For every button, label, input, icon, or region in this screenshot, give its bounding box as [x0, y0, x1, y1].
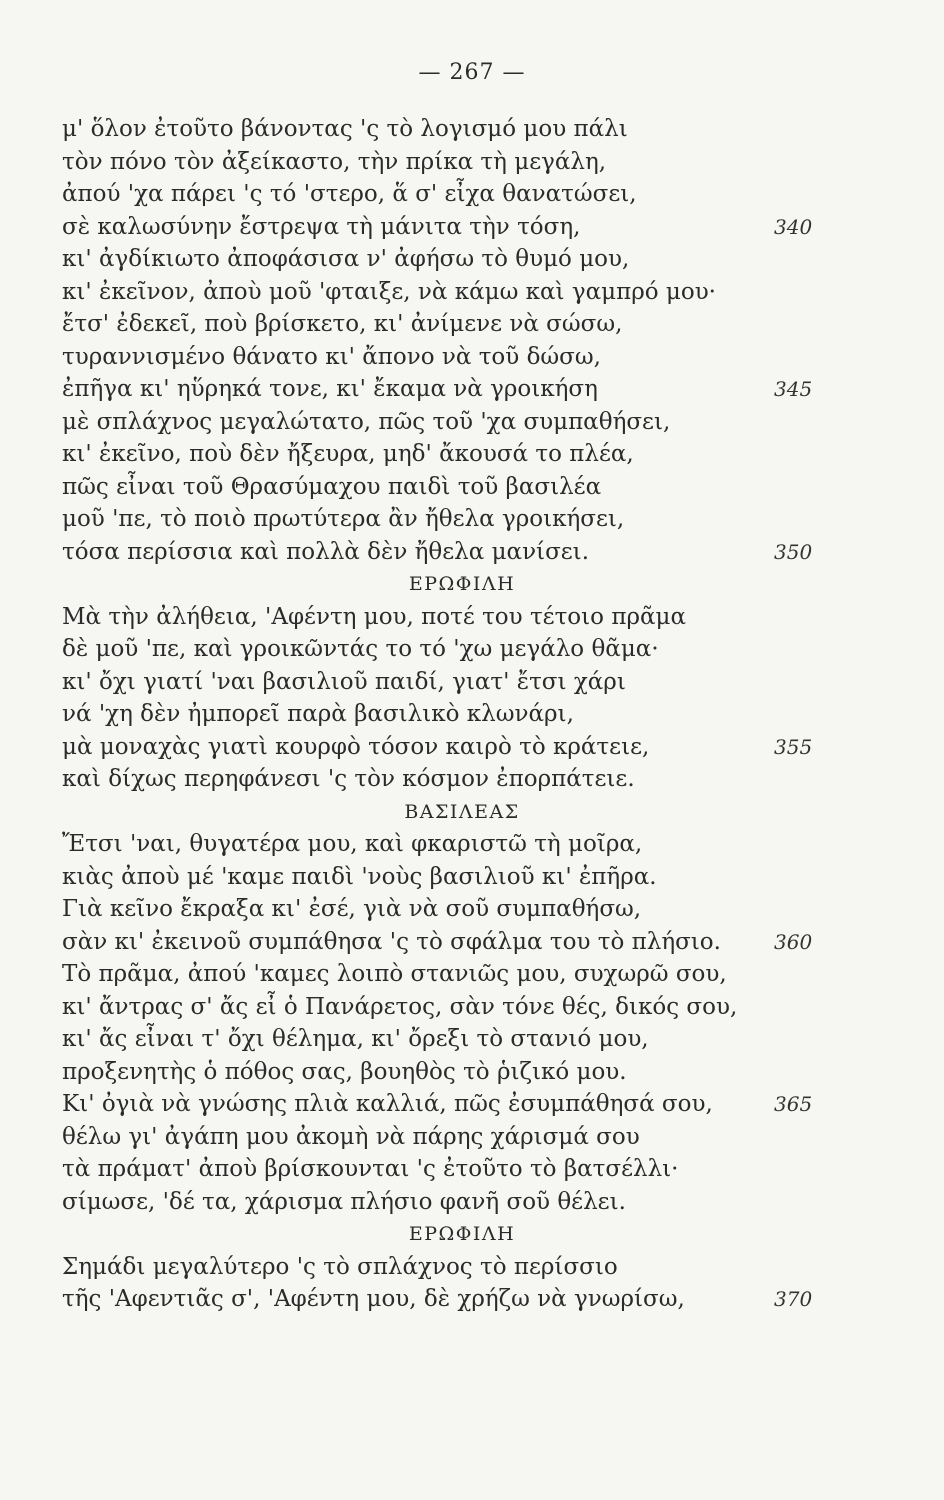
- verse-line-text: Μὰ τὴν ἀλήθεια, 'Αφέντη μου, ποτέ του τέτοιο πρᾶμα: [62, 603, 686, 630]
- line-number: 345: [774, 377, 813, 401]
- verse-line: [62, 828, 842, 861]
- verse-line: [62, 893, 842, 926]
- verse-line-text: Τὸ πρᾶμα, ἀπού 'καμες λοιπὸ στανιῶς μου, συχωρῶ σου,: [62, 961, 727, 987]
- verse-line-text: μ' ὅλον ἐτοῦτο βάνοντας 'ς τὸ λογισμό μου πάλι: [62, 116, 628, 142]
- verse-line: [62, 406, 842, 439]
- verse-line-text: θέλω γι' ἀγάπη μου ἀκομὴ νὰ πάρης χάρισμά σου: [62, 1123, 640, 1150]
- verse-line-text: τὰ πράματ' ἀποὺ βρίσκουνται 'ς ἐτοῦτο τὸ βατσέλλι·: [62, 1156, 679, 1182]
- verse-line-text: μοῦ 'πε, τὸ ποιὸ πρωτύτερα ἂν ἤθελα γροικήσει,: [62, 506, 625, 532]
- speaker-name: ΕΡΩΦΙΛΗ: [408, 573, 516, 595]
- verse-line: [62, 373, 842, 406]
- verse-line-text: τὸν πόνο τὸν ἀξείκαστο, τὴν πρίκα τὴ μεγάλη,: [62, 148, 607, 175]
- verse-line: [62, 958, 842, 991]
- speaker-heading: [62, 1218, 842, 1251]
- verse-line: [62, 1186, 842, 1219]
- verse-line-text: μὲ σπλάχνος μεγαλώτατο, πῶς τοῦ 'χα συμπαθήσει,: [62, 408, 671, 435]
- verse-line-text: ἔτσ' ἐδεκεῖ, ποὺ βρίσκετο, κι' ἀνίμενε νὰ σώσω,: [62, 311, 623, 337]
- verse-line-text: κι' ἐκεῖνον, ἀποὺ μοῦ 'φταιξε, νὰ κάμω καὶ γαμπρό μου·: [62, 278, 716, 305]
- verse-line: [62, 243, 842, 276]
- verse-line-text: Κι' ὀγιὰ νὰ γνώσης πλιὰ καλλιά, πῶς ἐσυμπάθησά σου,: [62, 1091, 713, 1117]
- verse-line: [62, 113, 842, 146]
- verse-line-text: τῆς 'Αφεντιᾶς σ', 'Αφέντη μου, δὲ χρήζω νὰ γνωρίσω,: [62, 1286, 685, 1312]
- line-number: 355: [774, 734, 813, 759]
- line-number: 360: [774, 929, 813, 954]
- verse-line-text: προξενητὴς ὁ πόθος σας, βουηθὸς τὸ ῥιζικό μου.: [62, 1058, 627, 1085]
- verse-line: [62, 666, 842, 699]
- verse-line: [62, 763, 842, 796]
- verse-line-text: ἀπού 'χα πάρει 'ς τό 'στερο, ἅ σ' εἶχα θανατώσει,: [62, 181, 637, 207]
- verse-line: [62, 146, 842, 179]
- verse-line: [62, 1153, 842, 1186]
- verse-line-text: κιὰς ἀποὺ μέ 'καμε παιδὶ 'νοὺς βασιλιοῦ κι' ἐπῆρα.: [62, 863, 657, 890]
- verse-line: [62, 178, 842, 211]
- verse-line-text: μὰ μοναχὰς γιατὶ κουρφὸ τόσον καιρὸ τὸ κράτειε,: [62, 733, 650, 760]
- verse-line: [62, 991, 842, 1024]
- line-number: 370: [774, 1287, 813, 1311]
- speaker-name: ΕΡΩΦΙΛΗ: [408, 1223, 516, 1245]
- verse-line-text: κι' ὄχι γιατί 'ναι βασιλιοῦ παιδί, γιατ' ἔτσι χάρι: [62, 668, 626, 695]
- speaker-heading: [62, 568, 842, 601]
- verse-line-text: καὶ δίχως περηφάνεσι 'ς τὸν κόσμον ἐπορπάτειε.: [62, 766, 635, 792]
- speaker-name: ΒΑΣΙΛΕΑΣ: [404, 800, 520, 823]
- verse-line: [62, 1121, 842, 1154]
- verse-line: [62, 1088, 842, 1121]
- verse-line: [62, 471, 842, 504]
- verse-line-text: κι' ἀγδίκιωτο ἀποφάσισα ν' ἀφήσω τὸ θυμό μου,: [62, 246, 630, 272]
- verse-line: [62, 438, 842, 471]
- verse-line-text: σὰν κι' ἐκεινοῦ συμπάθησα 'ς τὸ σφάλμα του τὸ πλήσιο.: [62, 928, 721, 955]
- verse-line: [62, 601, 842, 634]
- verse-line-text: κι' ἐκεῖνο, ποὺ δὲν ἤξευρα, μηδ' ἄκουσά το πλέα,: [62, 441, 634, 467]
- speaker-heading: [62, 796, 842, 829]
- page-number: — 267 —: [418, 60, 526, 85]
- line-number: 340: [774, 214, 813, 239]
- verse-line: [62, 341, 842, 374]
- verse-line-text: Ἔτσι 'ναι, θυγατέρα μου, καὶ φκαριστῶ τὴ μοῖρα,: [62, 831, 643, 857]
- verse-line-text: Σημάδι μεγαλύτερο 'ς τὸ σπλάχνος τὸ περίσσιο: [62, 1253, 618, 1280]
- verse-text-block: [62, 113, 842, 1316]
- line-number: 365: [774, 1092, 813, 1116]
- verse-line-text: κι' ἄντρας σ' ἄς εἶ ὁ Πανάρετος, σὰν τόνε θές, δικός σου,: [62, 993, 738, 1020]
- verse-line: [62, 1023, 842, 1056]
- verse-line-text: πῶς εἶναι τοῦ Θρασύμαχου παιδὶ τοῦ βασιλέα: [62, 473, 602, 500]
- verse-line: [62, 633, 842, 666]
- verse-line: [62, 861, 842, 894]
- line-number: 350: [774, 539, 813, 564]
- verse-line: [62, 1056, 842, 1089]
- verse-line-text: σὲ καλωσύνην ἔστρεψα τὴ μάνιτα τὴν τόση,: [62, 213, 581, 240]
- verse-line: [62, 731, 842, 764]
- verse-line: [62, 698, 842, 731]
- verse-line-text: ἐπῆγα κι' ηὕρηκά τονε, κι' ἔκαμα νὰ γροικήση: [62, 376, 598, 402]
- verse-line: [62, 503, 842, 536]
- verse-line: [62, 211, 842, 244]
- verse-line-text: νά 'χη δὲν ἠμπορεῖ παρὰ βασιλικὸ κλωνάρι,: [62, 701, 574, 727]
- verse-line: [62, 276, 842, 309]
- verse-line-text: τόσα περίσσια καὶ πολλὰ δὲν ἤθελα μανίσει.: [62, 538, 590, 565]
- verse-line: [62, 1251, 842, 1284]
- verse-line-text: τυραννισμένο θάνατο κι' ἄπονο νὰ τοῦ δώσω,: [62, 343, 601, 370]
- verse-line: [62, 536, 842, 569]
- verse-line: [62, 926, 842, 959]
- verse-line: [62, 308, 842, 341]
- verse-line-text: σίμωσε, 'δέ τα, χάρισμα πλήσιο φανῆ σοῦ θέλει.: [62, 1188, 626, 1215]
- verse-line-text: δὲ μοῦ 'πε, καὶ γροικῶντάς το τό 'χω μεγάλο θᾶμα·: [62, 636, 659, 662]
- verse-line-text: κι' ἄς εἶναι τ' ὄχι θέλημα, κι' ὄρεξι τὸ στανιό μου,: [62, 1026, 649, 1052]
- verse-line: [62, 1283, 842, 1316]
- verse-line-text: Γιὰ κεῖνο ἔκραξα κι' ἐσέ, γιὰ νὰ σοῦ συμπαθήσω,: [62, 896, 642, 922]
